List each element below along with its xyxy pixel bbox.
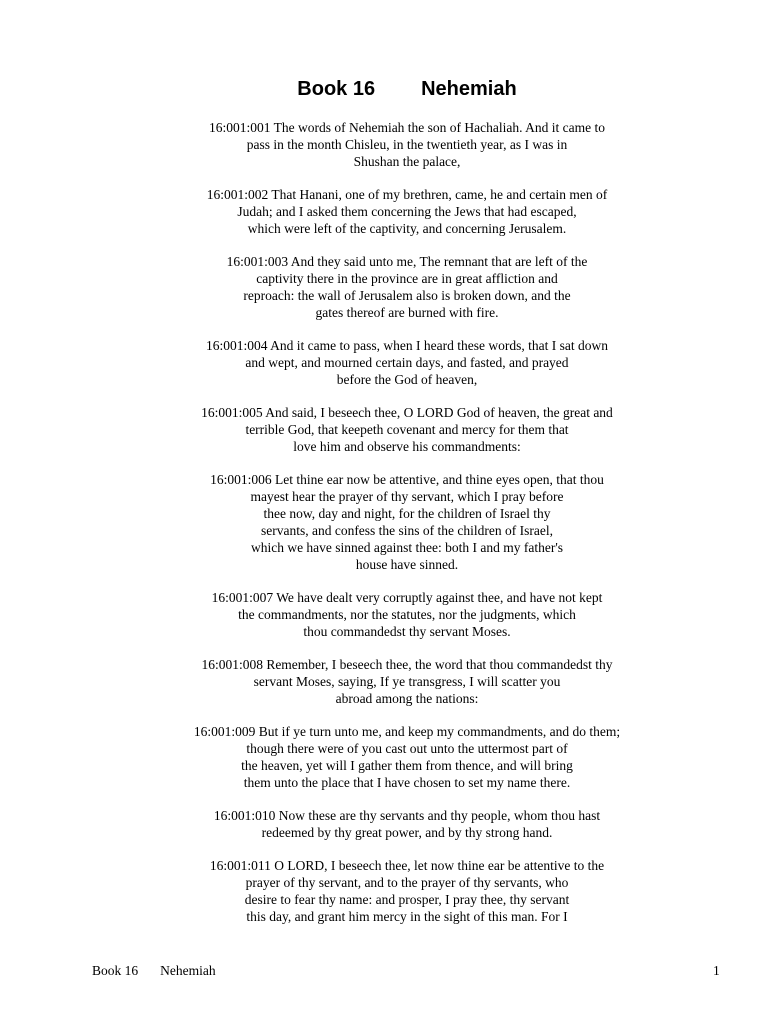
verse-paragraph	[0, 119, 768, 170]
verse-line: though there were of you cast out unto the uttermost part of	[246, 741, 568, 756]
verse-line: pass in the month Chisleu, in the twentieth year, as I was in	[246, 137, 568, 152]
footer-book-name: Nehemiah	[160, 963, 216, 978]
verse-line: captivity there in the province are in great affliction and	[256, 271, 558, 286]
verse-paragraph	[0, 253, 768, 321]
verse-line: them unto the place that I have chosen to set my name there.	[243, 775, 571, 790]
verse-line: and wept, and mourned certain days, and fasted, and prayed	[245, 355, 569, 370]
verse-paragraph	[0, 589, 768, 640]
footer-book-label	[92, 963, 216, 979]
verse-line: servant Moses, saying, If ye transgress, I will scatter you	[253, 674, 561, 689]
verse-line: 16:001:009 But if ye turn unto me, and keep my commandments, and do them;	[193, 724, 621, 739]
verse-line: the commandments, nor the statutes, nor the judgments, which	[238, 607, 576, 622]
verse-paragraph	[0, 404, 768, 455]
verse-line: mayest hear the prayer of thy servant, which I pray before	[250, 489, 564, 504]
verse-line: 16:001:001 The words of Nehemiah the son of Hachaliah. And it came to	[208, 120, 606, 135]
verse-line: terrible God, that keepeth covenant and mercy for them that	[245, 422, 569, 437]
verse-paragraph	[0, 471, 768, 573]
verse-line: 16:001:003 And they said unto me, The remnant that are left of the	[226, 254, 588, 269]
verse-line: 16:001:010 Now these are thy servants and thy people, whom thou hast	[213, 808, 601, 823]
verse-line: 16:001:006 Let thine ear now be attentive, and thine eyes open, that thou	[210, 472, 604, 487]
verse-paragraph	[0, 807, 768, 841]
title-book: Book 16	[297, 78, 376, 100]
footer-book: Book 16	[92, 963, 139, 978]
page-title	[0, 76, 768, 102]
verse-line: the heaven, yet will I gather them from thence, and will bring	[241, 758, 573, 773]
verse-line: gates thereof are burned with fire.	[315, 305, 499, 320]
verse-line: this day, and grant him mercy in the sight of this man. For I	[246, 909, 568, 924]
verse-line: 16:001:008 Remember, I beseech thee, the word that thou commandedst thy	[201, 657, 613, 672]
verse-line: redeemed by thy great power, and by thy strong hand.	[261, 825, 553, 840]
verse-line: house have sinned.	[355, 557, 459, 572]
verse-paragraph	[0, 857, 768, 925]
verse-line: prayer of thy servant, and to the prayer of thy servants, who	[245, 875, 569, 890]
verse-line: reproach: the wall of Jerusalem also is broken down, and the	[243, 288, 571, 303]
verse-line: thou commandedst thy servant Moses.	[303, 624, 511, 639]
verse-paragraph	[0, 337, 768, 388]
verse-paragraph	[0, 723, 768, 791]
verse-line: abroad among the nations:	[335, 691, 479, 706]
verse-line: desire to fear thy name: and prosper, I pray thee, thy servant	[244, 892, 570, 907]
verse-line: which were left of the captivity, and concerning Jerusalem.	[247, 221, 567, 236]
title-book-name: Nehemiah	[421, 78, 517, 100]
verse-line: which we have sinned against thee: both I and my father's	[250, 540, 564, 555]
verse-line: love him and observe his commandments:	[293, 439, 521, 454]
verse-line: 16:001:004 And it came to pass, when I heard these words, that I sat down	[206, 338, 608, 353]
verse-line: thee now, day and night, for the children of Israel thy	[263, 506, 551, 521]
verse-line: 16:001:011 O LORD, I beseech thee, let now thine ear be attentive to the	[209, 858, 605, 873]
document-body	[0, 119, 768, 941]
verse-paragraph	[0, 656, 768, 707]
verse-line: Shushan the palace,	[353, 154, 461, 169]
verse-line: 16:001:005 And said, I beseech thee, O LORD God of heaven, the great and	[201, 405, 613, 420]
verse-line: 16:001:007 We have dealt very corruptly against thee, and have not kept	[211, 590, 603, 605]
verse-line: before the God of heaven,	[336, 372, 478, 387]
verse-paragraph	[0, 186, 768, 237]
verse-line: Judah; and I asked them concerning the Jews that had escaped,	[237, 204, 577, 219]
verse-line: servants, and confess the sins of the children of Israel,	[260, 523, 554, 538]
page-number: 1	[713, 963, 720, 978]
verse-line: 16:001:002 That Hanani, one of my brethren, came, he and certain men of	[206, 187, 608, 202]
